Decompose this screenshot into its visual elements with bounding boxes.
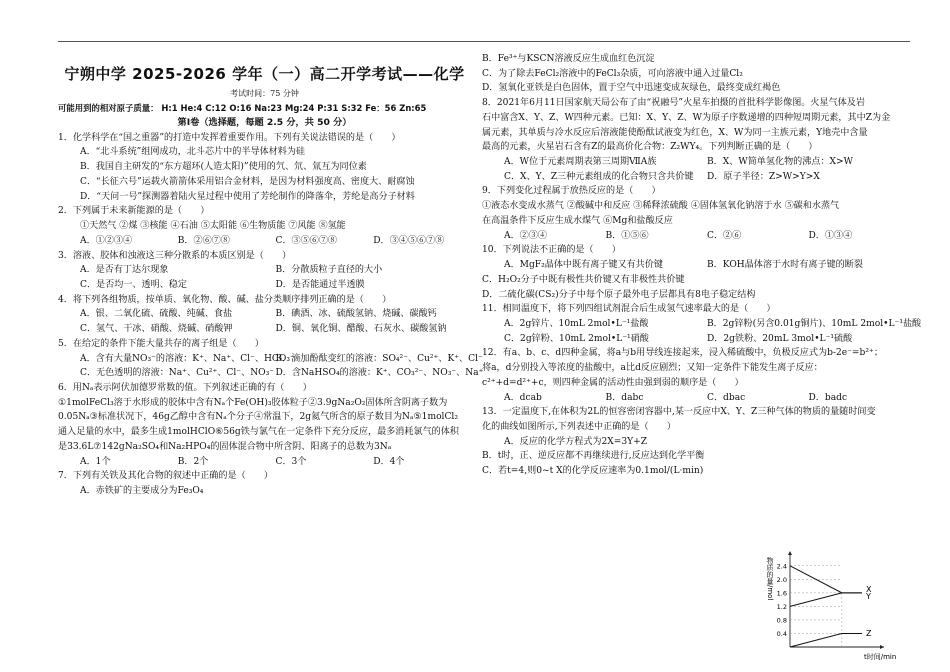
question-line: B．我国自主研发的“东方超环(人造太阳)”使用的氕、氘、氚互为同位素 bbox=[80, 162, 367, 173]
question-line: 10．下列说法不正确的是（ ） bbox=[482, 245, 621, 256]
answer-option: C．X、Y、Z三种元素组成的化合物只含共价键 bbox=[504, 171, 694, 182]
option-row bbox=[58, 366, 484, 381]
question-line: ①液态水变成水蒸气 ②酸碱中和反应 ③稀释浓硫酸 ④固体氢氧化钠溶于水 ⑤碳和水蒸气 bbox=[482, 201, 840, 212]
answer-option: B．分散质粒子直径的大小 bbox=[275, 265, 383, 276]
option-row bbox=[482, 332, 910, 347]
answer-option: C．氢气、干冰、硝酸、烧碱、硝酸钾 bbox=[80, 324, 233, 335]
atomic-masses: 可能用到的相对原子质量： H:1 He:4 C:12 O:16 Na:23 Mg:24 P:31 S:32 Fe：56 Zn:65 bbox=[58, 103, 427, 114]
answer-option: A．是否有丁达尔现象 bbox=[80, 265, 169, 276]
question-line: 将a，d分别投入等浓度的盐酸中，a比d反应剧烈；又知一定条件下能发生离子反应： bbox=[482, 363, 823, 374]
answer-option: B．滴加酚酞变红的溶液：SO₄²⁻、Cu²⁺、K⁺、Cl⁻ bbox=[275, 353, 483, 364]
exam-title: 宁朔中学 2025-2026 学年（一）高二开学考试——化学 bbox=[64, 65, 465, 83]
answer-option: B．KOH晶体溶于水时有离子键的断裂 bbox=[707, 260, 863, 271]
answer-option: A．含有大量NO₃⁻的溶液：K⁺、Na⁺、Cl⁻、HCO₃⁻ bbox=[80, 353, 295, 364]
answer-option: D．①③④ bbox=[808, 230, 853, 241]
answer-option: A．2g锌片、10mL 2mol•L⁻¹盐酸 bbox=[504, 318, 649, 329]
question-line: ①1molFeCl₃溶于水形成的胶体中含有Nₐ个Fe(OH)₃胶体粒子②3.9gNa₂O₂固体所含阴离子数为 bbox=[58, 397, 448, 408]
answer-option: C．无色透明的溶液：Na⁺、Cu²⁺、Cl⁻、NO₃⁻ bbox=[80, 368, 275, 379]
question-line: C．为了除去FeCl₂溶液中的FeCl₃杂质，可向溶液中通入过量Cl₂ bbox=[482, 68, 743, 79]
answer-option: B．碘酒、冰、硫酸氢钠、烧碱、碳酸钙 bbox=[275, 309, 437, 320]
left-column bbox=[58, 52, 484, 499]
question-line: 是33.6L⑦142gNa₂SO₄和Na₂HPO₄的固体混合物中所含阴、阳离子的总数为3Nₐ bbox=[58, 441, 392, 452]
section-heading: 第Ⅰ卷（选择题，每题 2.5 分，共 50 分） bbox=[177, 116, 352, 128]
question-line: 8．2021年6月11日国家航天局公布了由“祝融号”火星车拍摄的首批科学影像图。火星气体及岩 bbox=[482, 98, 865, 109]
moles-time-chart bbox=[760, 545, 910, 663]
y-tick-label: 1.2 bbox=[776, 602, 787, 611]
question-line: C．H₂O₂分子中既有极性共价键又有非极性共价键 bbox=[482, 274, 685, 285]
question-line: C．若t=4,则0~t X的化学反应速率为0.1mol/(L·min) bbox=[482, 466, 704, 477]
question-line: 化的曲线如图所示,下列表述中正确的是（ ） bbox=[482, 421, 676, 432]
question-line: 在高温条件下反应生成水煤气 ⑥Mg和盐酸反应 bbox=[482, 215, 673, 226]
option-row bbox=[58, 234, 471, 249]
question-line: c²⁺+d=d²⁺+c，则四种金属的活动性由强到弱的顺序是（ ） bbox=[482, 377, 744, 388]
exam-time: 考试时间：75 分钟 bbox=[230, 89, 299, 99]
option-row bbox=[58, 352, 483, 367]
question-line: A．“北斗系统”组网成功，北斗芯片中的半导体材料为硅 bbox=[80, 147, 306, 158]
option-row bbox=[58, 455, 471, 470]
question-line: A．反应的化学方程式为2X=3Y+Z bbox=[504, 436, 648, 447]
answer-option: D．原子半径：Z>W>Y>X bbox=[707, 171, 820, 182]
y-tick-label: 2.4 bbox=[776, 562, 787, 571]
question-line: 6．用Nₐ表示阿伏加德罗常数的值。下列叙述正确的有（ ） bbox=[58, 382, 312, 393]
question-line: 3．溶液、胶体和浊液这三种分散系的本质区别是（ ） bbox=[58, 250, 292, 261]
y-tick-label: 0.4 bbox=[776, 629, 787, 638]
answer-option: D．是否能通过半透膜 bbox=[275, 279, 365, 290]
answer-option: B．①⑤⑥ bbox=[605, 230, 649, 241]
x-axis-arrow bbox=[880, 645, 884, 649]
answer-option: C．3个 bbox=[275, 456, 307, 467]
question-line: 9．下列变化过程属于放热反应的是（ ） bbox=[482, 186, 661, 197]
answer-option: A．W位于元素周期表第三周期ⅦA族 bbox=[504, 157, 657, 168]
question-line: 7．下列有关铁及其化合物的叙述中正确的是（ ） bbox=[58, 471, 273, 482]
series-line bbox=[790, 593, 862, 607]
answer-option: C．dbac bbox=[707, 392, 746, 403]
answer-option: A．①②③④ bbox=[80, 235, 133, 246]
answer-option: B．2g锌粉(另含0.01g铜片)、10mL 2mol•L⁻¹盐酸 bbox=[707, 318, 922, 329]
question-line: D．“天问一号”探测器着陆火星过程中使用了芳纶制作的降落伞，芳纶是高分子材料 bbox=[80, 191, 415, 202]
y-tick-label: 1.6 bbox=[776, 589, 787, 598]
y-tick-label: 0.8 bbox=[776, 616, 787, 625]
question-line: C．“长征六号”运载火箭箭体采用铝合金材料，是因为材料强度高、密度大、耐腐蚀 bbox=[80, 176, 415, 187]
answer-option: A．1个 bbox=[80, 456, 111, 467]
x-axis-label: t时间/min bbox=[864, 653, 897, 661]
question-line: 13．一定温度下,在体积为2L的恒容密闭容器中,某一反应中X、Y、Z三种气体的物质的量随时间变 bbox=[482, 407, 876, 418]
answer-option: B．dabc bbox=[605, 392, 644, 403]
question-line: D．二硫化碳(CS₂)分子中每个原子最外电子层都具有8电子稳定结构 bbox=[482, 289, 756, 300]
option-row bbox=[482, 155, 910, 170]
series-line bbox=[790, 633, 862, 647]
answer-option: C．③⑤⑥⑦⑧ bbox=[275, 235, 338, 246]
question-line: 石中富含X、Y、Z、W四种元素。已知：X、Y、Z、W为原子序数递增的四种短周期元素，其中Z为金 bbox=[482, 112, 891, 123]
header-rule bbox=[58, 41, 910, 42]
option-row bbox=[58, 307, 471, 322]
answer-option: D．2g铁粉、20mL 3mol•L⁻¹硫酸 bbox=[707, 333, 853, 344]
right-column bbox=[482, 52, 922, 479]
option-row bbox=[482, 170, 910, 185]
question-line: B．Fe³⁺与KSCN溶液反应生成血红色沉淀 bbox=[482, 54, 655, 64]
answer-option: C．2g锌粉、10mL 2mol•L⁻¹硝酸 bbox=[504, 333, 649, 344]
question-line: B．t时，正、逆反应都不再继续进行,反应达到化学平衡 bbox=[482, 451, 705, 462]
option-row bbox=[482, 229, 910, 244]
question-line: 最高的元素，火星岩石含有Z的最高价化合物：Z₂WY₄。下列判断正确的是（ ） bbox=[482, 142, 818, 153]
answer-option: C．②⑥ bbox=[707, 230, 742, 241]
answer-option: D．4个 bbox=[373, 456, 405, 467]
option-row bbox=[482, 317, 922, 332]
answer-option: A．银、二氧化硫、硫酸、纯碱、食盐 bbox=[80, 309, 233, 320]
option-row bbox=[58, 322, 471, 337]
question-line: A．赤铁矿的主要成分为Fe₃O₄ bbox=[80, 486, 204, 497]
answer-option: A．dcab bbox=[504, 392, 542, 403]
answer-option: A．②③④ bbox=[504, 230, 547, 241]
question-line: 4．将下列各组物质，按单质、氧化物、酸、碱、盐分类顺序排列正确的是（ ） bbox=[58, 294, 392, 305]
series-label: X bbox=[866, 584, 872, 594]
answer-option: B．X、W简单氢化物的沸点：X>W bbox=[707, 157, 853, 168]
question-line: 属元素，其单质与冷水反应后溶液能使酚酞试液变为红色，X、W为同一主族元素，Y地壳中含量 bbox=[482, 127, 868, 138]
y-axis-arrow bbox=[788, 551, 792, 555]
answer-option: C．是否均一、透明、稳定 bbox=[80, 279, 187, 290]
series-label: Y bbox=[866, 591, 871, 601]
answer-option: D．铜、氧化铜、醋酸、石灰水、碳酸氢钠 bbox=[275, 324, 447, 335]
question-line: 1．化学科学在“国之重器”的打造中发挥着重要作用。下列有关说法错误的是（ ） bbox=[58, 132, 401, 143]
question-line: 0.05Nₐ③标准状况下，46g乙醇中含有Nₐ个分子④常温下，2g氦气所含的原子数目为Nₐ⑤1molCl₂ bbox=[58, 412, 458, 423]
y-axis-label: 物质的量/mol bbox=[766, 557, 774, 601]
answer-option: A．MgF₂晶体中既有离子键又有共价键 bbox=[504, 260, 663, 271]
option-row bbox=[58, 278, 471, 293]
question-line: 11．相同温度下，将下列四组试剂混合后生成氢气速率最大的是（ ） bbox=[482, 304, 776, 315]
question-line: 通入足量的水中，最多生成1molHClO⑥56g铁与氯气在一定条件下充分反应，最多消耗氯气的体积 bbox=[58, 427, 459, 438]
question-line: 5．在给定的条件下能大量共存的离子组是（ ） bbox=[58, 338, 264, 349]
answer-option: B．2个 bbox=[177, 456, 209, 467]
question-line: ①天然气 ②煤 ③核能 ④石油 ⑤太阳能 ⑥生物质能 ⑦风能 ⑧氢能 bbox=[80, 221, 346, 232]
series-label: Z bbox=[866, 628, 872, 638]
question-line: 2．下列属于未来新能源的是（ ） bbox=[58, 206, 210, 217]
question-line: D．氢氧化亚铁是白色固体，置于空气中迅速变成灰绿色，最终变成红褐色 bbox=[482, 83, 781, 94]
answer-option: D．含NaHSO₄的溶液：K⁺、CO₃²⁻、NO₃⁻、Na⁺ bbox=[275, 368, 484, 379]
answer-option: D．③④⑤⑥⑦⑧ bbox=[373, 235, 445, 246]
answer-option: B．②⑥⑦⑧ bbox=[177, 235, 230, 246]
option-row bbox=[482, 258, 910, 273]
option-row bbox=[482, 391, 910, 406]
answer-option: D．badc bbox=[808, 392, 848, 403]
question-line: 12．有a、b、c、d四种金属，将a与b用导线连接起来，浸入稀硫酸中，负极反应式为b-2e⁻=b²⁺； bbox=[482, 348, 883, 359]
option-row bbox=[58, 263, 471, 278]
y-tick-label: 2.0 bbox=[776, 575, 787, 584]
